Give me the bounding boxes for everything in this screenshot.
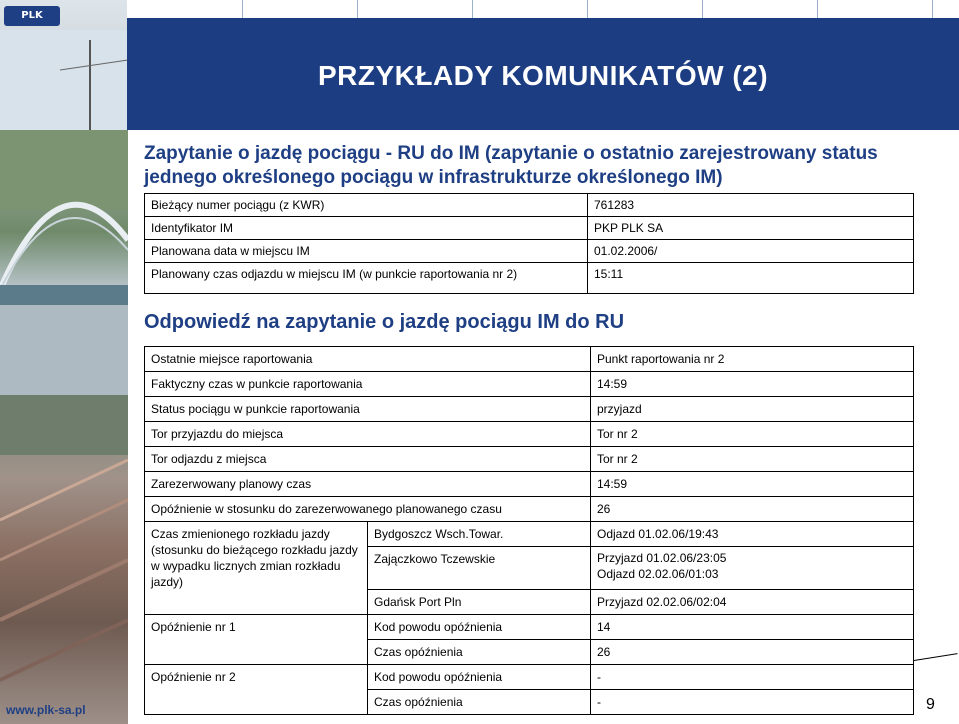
response-value: 26: [591, 497, 914, 522]
response-label: Zarezerwowany planowy czas: [145, 472, 591, 497]
delay-time: -: [591, 690, 914, 715]
railway-photo-icon: [0, 0, 128, 724]
logo-text: PLK: [21, 10, 43, 21]
question-title: Zapytanie o jazdę pociągu - RU do IM (zapytanie o ostatnio zarejestrowany status jednego określonego pociągu w infrastrukturze określonego IM): [144, 143, 878, 188]
response-value: 14:59: [591, 372, 914, 397]
response-title: Odpowiedź na zapytanie o jazdę pociągu IM do RU: [144, 311, 625, 333]
table-row: [145, 447, 914, 472]
request-label: Bieżący numer pociągu (z KWR): [145, 194, 588, 217]
table-row: [145, 263, 914, 294]
delay-code-label: Kod powodu opóźnienia: [368, 665, 591, 690]
timetable-station: Gdańsk Port Pln: [368, 590, 591, 615]
table-row: [145, 240, 914, 263]
response-label: Ostatnie miejsce raportowania: [145, 347, 591, 372]
request-label: Planowana data w miejscu IM: [145, 240, 588, 263]
response-value: Tor nr 2: [591, 422, 914, 447]
delay-time: 26: [591, 640, 914, 665]
response-value: Tor nr 2: [591, 447, 914, 472]
decorative-photo-strip: [0, 0, 128, 724]
response-label: Opóźnienie w stosunku do zarezerwowanego planowanego czasu: [145, 497, 591, 522]
page-title: PRZYKŁADY KOMUNIKATÓW (2): [317, 60, 769, 91]
request-value: 761283: [588, 194, 914, 217]
table-row: [145, 522, 914, 547]
delay-label: Opóźnienie nr 2: [145, 665, 368, 715]
delay-code-label: Kod powodu opóźnienia: [368, 615, 591, 640]
request-label: Identyfikator IM: [145, 217, 588, 240]
request-table: [144, 193, 914, 294]
request-value: 01.02.2006/: [588, 240, 914, 263]
footer-url[interactable]: www.plk-sa.pl: [6, 703, 86, 717]
table-row: [145, 217, 914, 240]
response-value: 14:59: [591, 472, 914, 497]
table-row: [145, 665, 914, 690]
header-top-lines: [127, 0, 959, 18]
table-row: [145, 472, 914, 497]
response-value: przyjazd: [591, 397, 914, 422]
timetable-change-label: Czas zmienionego rozkładu jazdy (stosunku do bieżącego rozkładu jazdy w wypadku licznych zmian rozkładu jazdy): [145, 522, 368, 615]
response-value: Punkt raportowania nr 2: [591, 347, 914, 372]
timetable-time: Odjazd 01.02.06/19:43: [591, 522, 914, 547]
response-table: [144, 346, 914, 715]
response-label: Faktyczny czas w punkcie raportowania: [145, 372, 591, 397]
timetable-station: Zajączkowo Tczewskie: [368, 547, 591, 590]
delay-code: -: [591, 665, 914, 690]
page-corner-line: [914, 653, 958, 661]
response-label: Status pociągu w punkcie raportowania: [145, 397, 591, 422]
table-row: [145, 615, 914, 640]
table-row: [145, 422, 914, 447]
timetable-time: Przyjazd 02.02.06/02:04: [591, 590, 914, 615]
table-row: [145, 397, 914, 422]
delay-code: 14: [591, 615, 914, 640]
request-label: Planowany czas odjazdu w miejscu IM (w punkcie raportowania nr 2): [145, 263, 588, 294]
request-value: 15:11: [588, 263, 914, 294]
timetable-time: Przyjazd 01.02.06/23:05 Odjazd 02.02.06/01:03: [591, 547, 914, 590]
page-number: 9: [926, 696, 935, 713]
table-row: [145, 497, 914, 522]
response-label: Tor odjazdu z miejsca: [145, 447, 591, 472]
request-value: PKP PLK SA: [588, 217, 914, 240]
delay-time-label: Czas opóźnienia: [368, 640, 591, 665]
table-row: [145, 372, 914, 397]
delay-label: Opóźnienie nr 1: [145, 615, 368, 665]
response-label: Tor przyjazdu do miejsca: [145, 422, 591, 447]
delay-time-label: Czas opóźnienia: [368, 690, 591, 715]
table-row: [145, 347, 914, 372]
table-row: [145, 194, 914, 217]
timetable-station: Bydgoszcz Wsch.Towar.: [368, 522, 591, 547]
